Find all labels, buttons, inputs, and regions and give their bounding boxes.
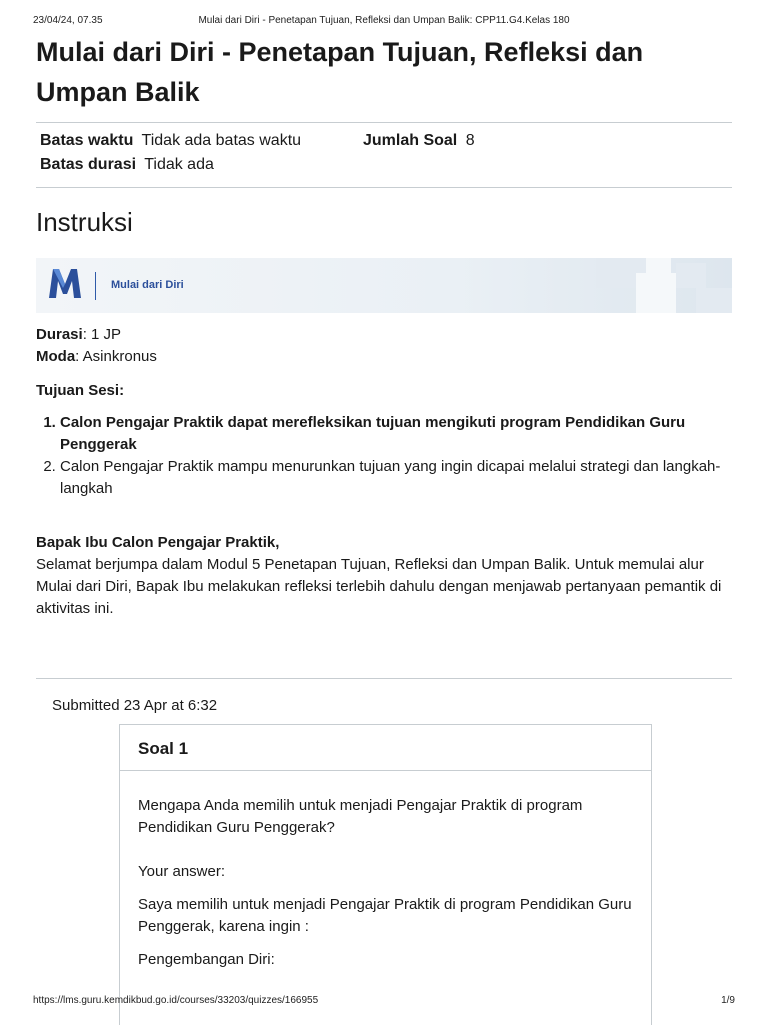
page-number: 1/9 (721, 995, 735, 1006)
time-limit-label: Batas waktu (40, 132, 134, 149)
durasi-label: Durasi (36, 326, 83, 343)
question-count-label: Jumlah Soal (363, 132, 458, 149)
print-url[interactable]: https://lms.guru.kemdikbud.go.id/courses/33203/quizzes/166955 (33, 995, 319, 1006)
print-title: Mulai dari Diri - Penetapan Tujuan, Refleksi dan Umpan Balik: CPP11.G4.Kelas 180 (198, 15, 570, 26)
submitted-text: Submitted 23 Apr at 6:32 (52, 697, 218, 714)
duration-label: Batas durasi (40, 156, 137, 173)
answer-paragraph: Saya memilih untuk menjadi Pengajar Praktik di program Pendidikan Guru Penggerak, karena ingin : (138, 896, 632, 935)
print-footer (33, 995, 735, 1009)
quiz-title: Mulai dari Diri - Penetapan Tujuan, Refleksi dan Umpan Balik (36, 37, 644, 107)
moda-value: : Asinkronus (75, 348, 157, 365)
banner-divider (95, 272, 96, 300)
time-limit-row (40, 130, 301, 152)
question-count-value: 8 (465, 132, 475, 149)
moda-label: Moda (36, 348, 76, 365)
durasi-line (36, 324, 732, 346)
section-divider (36, 678, 732, 679)
question-body (120, 771, 651, 971)
question-count-row (363, 130, 475, 152)
print-date: 23/04/24, 07.35 (33, 15, 103, 26)
time-limit-value: Tidak ada batas waktu (141, 132, 302, 149)
durasi-value: : 1 JP (82, 326, 122, 343)
print-header (33, 15, 735, 29)
question-title: Soal 1 (120, 725, 651, 771)
moda-line (36, 346, 732, 368)
duration-value: Tidak ada (144, 156, 214, 173)
question-text: Mengapa Anda memilih untuk menjadi Pengajar Praktik di program Pendidikan Guru Penggerak? (138, 797, 583, 836)
answer-paragraph: Pengembangan Diri: (138, 951, 275, 968)
session-info (36, 324, 732, 368)
question-card (119, 724, 652, 1025)
goals-list (36, 412, 732, 500)
quiz-meta (36, 122, 732, 188)
intro-paragraph: Selamat berjumpa dalam Modul 5 Penetapan Tujuan, Refleksi dan Umpan Balik. Untuk memulai alur Mulai dari Diri, Bapak Ibu melakukan refleksi terlebih dahulu dengan menjawab pertanyaan pemantik di aktivitas ini. (36, 556, 722, 617)
answer-label: Your answer: (138, 863, 225, 880)
main-content (36, 32, 732, 717)
tujuan-heading: Tujuan Sesi: (36, 382, 125, 399)
duration-row (40, 154, 214, 176)
goal-item: 1. Calon Pengajar Praktik dapat merefleksikan tujuan mengikuti program Pendidikan Guru Penggerak (60, 412, 732, 456)
banner-text: Mulai dari Diri (111, 279, 184, 291)
goal-item: 2. Calon Pengajar Praktik mampu menurunkan tujuan yang ingin dicapai melalui strategi dan langkah-langkah (60, 456, 732, 500)
greeting: Bapak Ibu Calon Pengajar Praktik, (36, 534, 280, 551)
module-banner (36, 258, 732, 313)
instructions-heading: Instruksi (36, 207, 133, 237)
merdeka-logo-icon (46, 264, 84, 304)
